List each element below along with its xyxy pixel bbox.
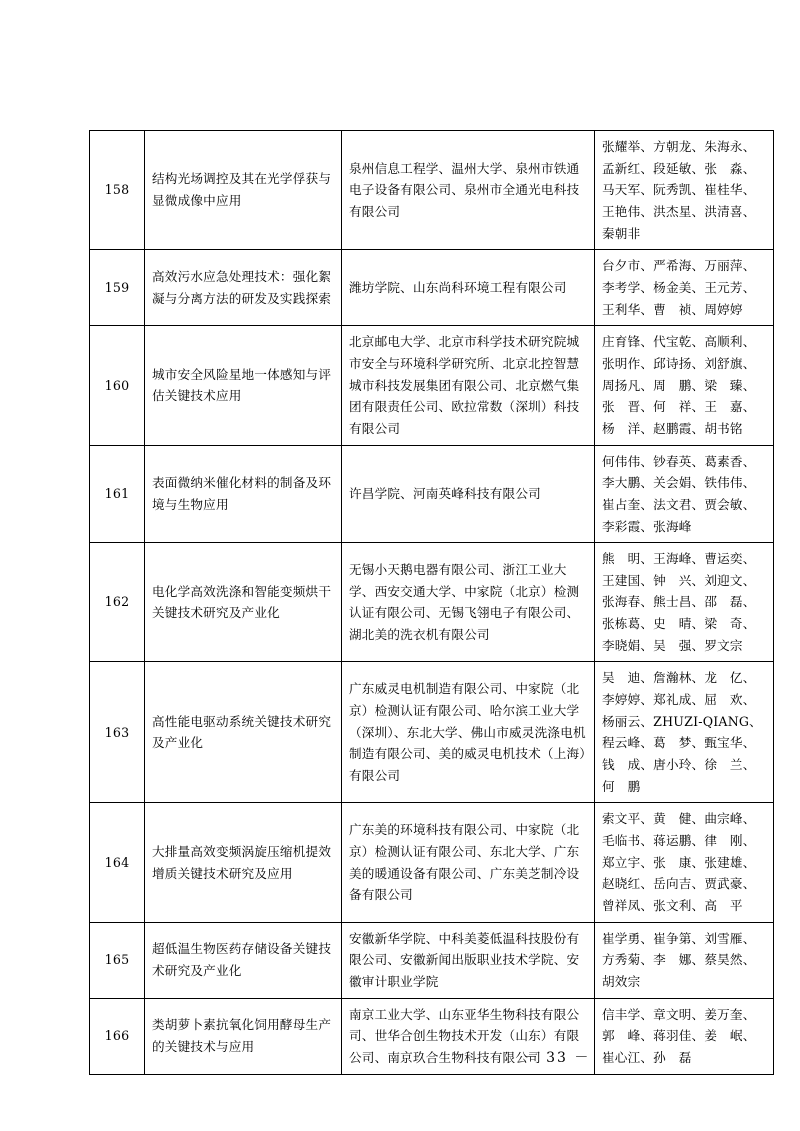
organizations-cell xyxy=(342,543,595,662)
project-title-cell xyxy=(145,326,342,445)
contributors: 索文平、黄 健、曲宗峰、毛临书、蒋运鹏、律 刚、郑立宇、张 康、张建雄、赵晓红、岳向吉、贾武豪、曾祥凤、张文利、高 平 xyxy=(602,811,756,913)
table-row xyxy=(90,662,774,803)
contributors-cell xyxy=(595,445,774,543)
project-title-cell xyxy=(145,543,342,662)
row-number: 163 xyxy=(104,724,130,740)
contributors: 台夕市、严希海、万丽萍、李考学、杨金美、王元芳、王利华、曹 祯、周婷婷 xyxy=(602,258,756,317)
project-title: 结构光场调控及其在光学俘获与显微成像中应用 xyxy=(152,171,332,209)
contributors-cell xyxy=(595,326,774,445)
contributors-cell xyxy=(595,662,774,803)
organizations: 泉州信息工程学、温州大学、泉州市铁通电子设备有限公司、泉州市全通光电科技有限公司 xyxy=(349,160,580,219)
contributors: 庄育锋、代宝乾、高顺利、张明作、邱诗扬、刘舒旗、周扬凡、周 鹏、梁 臻、张 晋、何 祥、王 嘉、杨 洋、赵鹏霞、胡书铭 xyxy=(602,334,756,436)
table-row xyxy=(90,922,774,998)
row-number: 160 xyxy=(104,377,130,393)
page-footer xyxy=(0,1047,800,1067)
project-title: 大排量高效变频涡旋压缩机提效增质关键技术研究及应用 xyxy=(152,843,332,881)
project-title: 电化学高效洗涤和智能变频烘干关键技术研究及产业化 xyxy=(152,583,332,621)
row-number-cell xyxy=(90,445,145,543)
page-number: － 33 － xyxy=(523,1050,591,1066)
row-number: 159 xyxy=(104,279,130,295)
project-title: 城市安全风险星地一体感知与评估关键技术应用 xyxy=(152,366,332,404)
contributors: 何伟伟、钞春英、葛素香、李大鹏、关会娟、铁伟伟、崔占奎、法文君、贾会敏、李彩霞、张海峰 xyxy=(602,453,756,534)
table-row xyxy=(90,326,774,445)
project-title: 超低温生物医药存储设备关键技术研究及产业化 xyxy=(152,941,332,979)
organizations: 安徽新华学院、中科美菱低温科技股份有限公司、安徽新闻出版职业技术学院、安徽审计职业学院 xyxy=(349,930,580,989)
project-title: 表面微纳米催化材料的制备及环境与生物应用 xyxy=(152,475,332,512)
table-row xyxy=(90,803,774,922)
table-row xyxy=(90,250,774,326)
contributors: 信丰学、章文明、姜万奎、郭 峰、蒋羽佳、姜 岷、崔心江、孙 磊 xyxy=(602,1006,756,1065)
award-table-container xyxy=(89,130,762,1075)
organizations: 北京邮电大学、北京市科学技术研究院城市安全与环境科学研究所、北京北控智慧城市科技发展集团有限公司、北京燃气集团有限责任公司、欧拉常数（深圳）科技有限公司 xyxy=(349,334,580,436)
project-title-cell xyxy=(145,445,342,543)
organizations: 南京工业大学、山东亚华生物科技有限公司、世华合创生物技术开发（山东）有限公司、南京玖合生物科技有限公司 xyxy=(349,1006,580,1065)
contributors-cell xyxy=(595,803,774,922)
table-body xyxy=(90,131,774,1075)
row-number-cell xyxy=(90,662,145,803)
organizations-cell xyxy=(342,250,595,326)
row-number: 165 xyxy=(104,952,130,968)
organizations: 无锡小天鹅电器有限公司、浙江工业大学、西安交通大学、中家院（北京）检测认证有限公司、无锡飞翎电子有限公司、湖北美的洗衣机有限公司 xyxy=(349,561,580,642)
project-title: 高效污水应急处理技术：强化絮凝与分离方法的研发及实践探索 xyxy=(152,269,332,306)
row-number-cell xyxy=(90,543,145,662)
contributors-cell xyxy=(595,922,774,998)
row-number: 164 xyxy=(104,854,130,870)
row-number-cell xyxy=(90,250,145,326)
row-number: 162 xyxy=(104,594,130,610)
contributors: 崔学勇、崔争第、刘雪雁、方秀菊、李 娜、蔡昊然、胡效宗 xyxy=(602,930,756,989)
contributors-cell xyxy=(595,543,774,662)
contributors: 张耀举、方朝龙、朱海永、孟新红、段延敏、张 淼、马天军、阮秀凯、崔桂华、王艳伟、洪杰星、洪清喜、秦朝非 xyxy=(602,139,756,241)
award-projects-table xyxy=(89,130,774,1075)
contributors: 熊 明、王海峰、曹运奕、王建国、钟 兴、刘迎文、张海春、熊士昌、邵 磊、张栋葛、史 晴、梁 奇、李晓娟、吴 强、罗文宗 xyxy=(602,551,756,653)
organizations-cell xyxy=(342,662,595,803)
organizations-cell xyxy=(342,922,595,998)
organizations: 广东美的环境科技有限公司、中家院（北京）检测认证有限公司、东北大学、广东美的暖通设备有限公司、广东美芝制冷设备有限公司 xyxy=(349,822,580,903)
organizations-cell xyxy=(342,131,595,250)
row-number-cell xyxy=(90,131,145,250)
row-number-cell xyxy=(90,922,145,998)
project-title-cell xyxy=(145,250,342,326)
project-title-cell xyxy=(145,662,342,803)
contributors-cell xyxy=(595,250,774,326)
organizations-cell xyxy=(342,803,595,922)
organizations: 广东威灵电机制造有限公司、中家院（北京）检测认证有限公司、哈尔滨工业大学（深圳）、东北大学、佛山市威灵洗涤电机制造有限公司、美的威灵电机技术（上海）有限公司 xyxy=(349,681,586,783)
project-title-cell xyxy=(145,131,342,250)
organizations: 许昌学院、河南英峰科技有限公司 xyxy=(349,486,541,502)
row-number: 166 xyxy=(104,1028,130,1044)
table-row xyxy=(90,131,774,250)
project-title: 类胡萝卜素抗氧化饲用酵母生产的关键技术与应用 xyxy=(152,1017,332,1055)
project-title-cell xyxy=(145,803,342,922)
organizations-cell xyxy=(342,326,595,445)
organizations-cell xyxy=(342,445,595,543)
table-row xyxy=(90,543,774,662)
project-title: 高性能电驱动系统关键技术研究及产业化 xyxy=(152,713,332,751)
project-title-cell xyxy=(145,922,342,998)
contributors: 吴 迪、詹瀚林、龙 亿、李婷婷、郑礼成、屈 欢、杨丽云、ZHUZI-QIANG、程云峰、葛 梦、甄宝华、钱 成、唐小玲、徐 兰、何 鹏 xyxy=(602,670,762,794)
row-number-cell xyxy=(90,803,145,922)
organizations: 潍坊学院、山东尚科环境工程有限公司 xyxy=(349,279,567,295)
row-number: 158 xyxy=(104,182,130,198)
table-row xyxy=(90,445,774,543)
contributors-cell xyxy=(595,131,774,250)
row-number-cell xyxy=(90,326,145,445)
row-number: 161 xyxy=(104,486,130,502)
